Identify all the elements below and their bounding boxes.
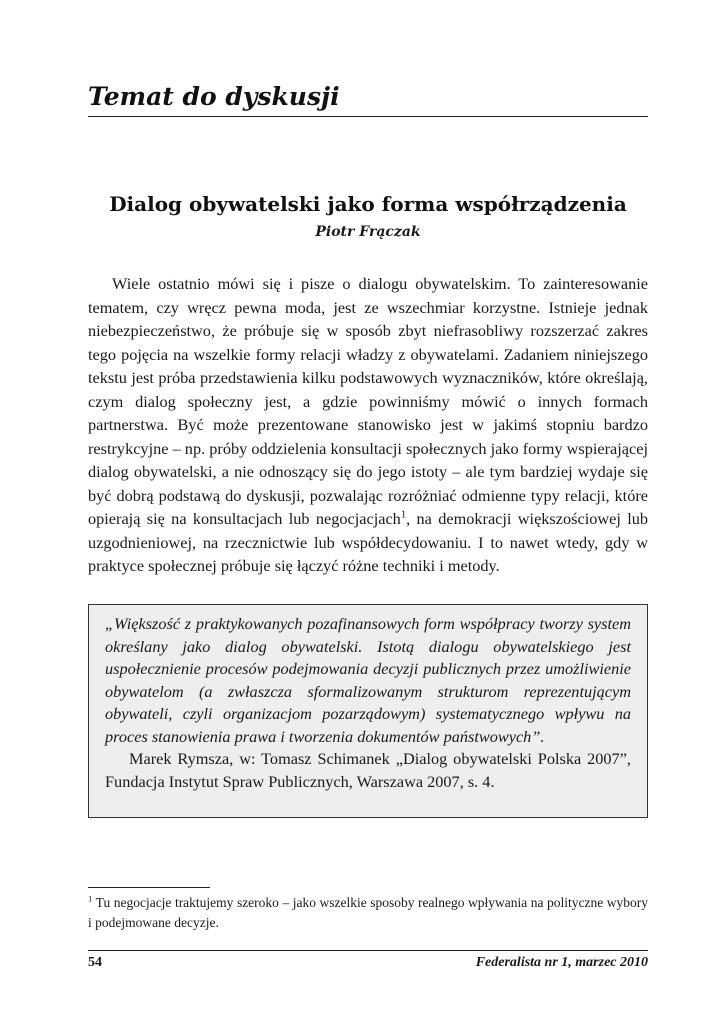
footnote-separator: [88, 887, 210, 888]
page-number: 54: [88, 955, 102, 970]
footnote-text: Tu negocjacje traktujemy szeroko – jako wszelkie sposoby realnego wpływania na polityczne wybory i podejmowane decyzje.: [88, 895, 648, 930]
article-title: Dialog obywatelski jako forma współrządzenia: [109, 192, 627, 216]
article-author: Piotr Frączak: [315, 224, 421, 240]
footer-rule: [88, 950, 648, 951]
footnote: [88, 893, 648, 933]
quote-source: Marek Rymsza, w: Tomasz Schimanek „Dialog obywatelski Polska 2007”, Fundacja Instytut Spraw Publicznych, Warszawa 2007, s. 4.: [105, 749, 631, 791]
quote-box: [88, 604, 648, 818]
section-title: Temat do dyskusji: [88, 82, 340, 111]
journal-info: Federalista nr 1, marzec 2010: [475, 955, 648, 970]
paragraph-text-part-2: , na demokracji większościowej lub uzgodnieniowej, na rzecznictwie lub współdecydowaniu. I to nawet wtedy, gdy w praktyce społecznej próbuje się łączyć różne techniki i metody.: [88, 509, 649, 575]
quote-text: „Większość z praktykowanych pozafinansowych form współpracy tworzy system określany jako dialog obywatelski. Istotą dialogu obywatelskiego jest uspołecznienie procesów podejmowania decyzji publicznych przez umożliwienie obywatelom (a zwłaszcza sformalizowanym strukturom reprezentującym obywateli, czyli organizacjom pozarządowym) systematycznego wpływu na proces stanowienia prawa i tworzenia dokumentów państwowych”.: [105, 614, 631, 746]
section-title-rule: [88, 116, 648, 117]
article-body-paragraph: [88, 272, 648, 578]
footnote-reference[interactable]: 1: [400, 509, 407, 521]
footnote-number: 1: [88, 893, 93, 904]
paragraph-text-part-1: Wiele ostatnio mówi się i pisze o dialogu obywatelskim. To zainteresowanie tematem, czy wręcz pewna moda, jest ze wszechmiar korzystne. Istnieje jednak niebezpieczeństwo, że próbuje się w sposób zbyt niefrasobliwy rozszerzać zakres tego pojęcia na wszelkie formy relacji władzy z obywatelami. Zadaniem niniejszego tekstu jest próba przedstawienia kilku podstawowych wyznaczników, które określają, czym dialog społeczny jest, a gdzie powinniśmy mówić o innych formach partnerstwa. Być może prezentowane stanowisko jest w jakimś stopniu bardzo restrykcyjne – np. próby oddzielenia konsultacji społecznych jako formy wspierającej dialog obywatelski, a nie odnoszący się do jego istoty – ale tym bardziej wydaje się być dobrą podstawą do dyskusji, pozwalając rozróżniać odmienne typy relacji, które opierają się na konsultacjach lub negocjacjach: [88, 274, 648, 528]
